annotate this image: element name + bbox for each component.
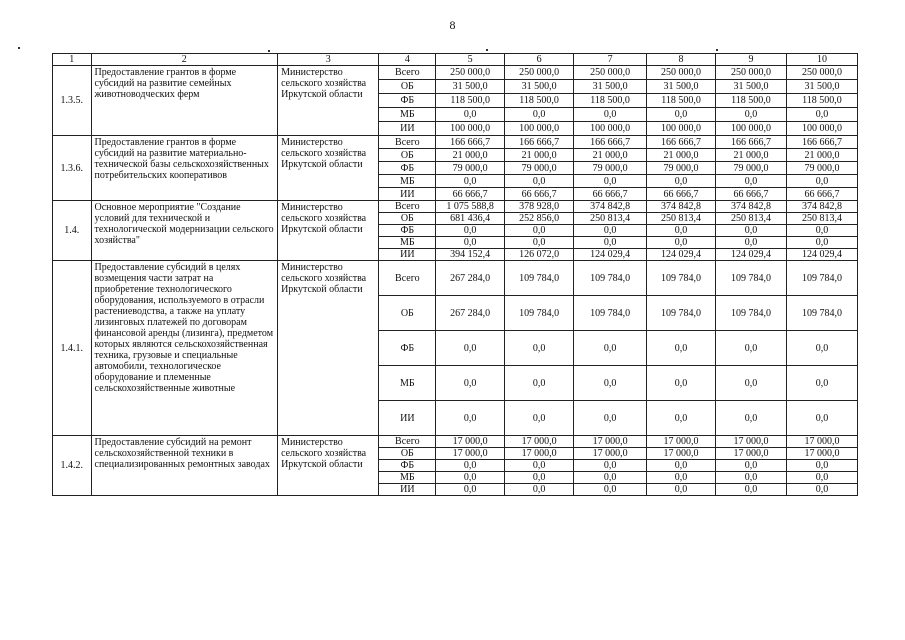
amount-cell: 0,0 xyxy=(786,366,857,401)
amount-cell: 0,0 xyxy=(436,175,505,188)
budget-table-wrapper xyxy=(52,53,858,496)
amount-cell: 31 500,0 xyxy=(786,80,857,94)
amount-cell: 109 784,0 xyxy=(647,296,716,331)
funding-source: ФБ xyxy=(379,94,436,108)
amount-cell: 126 072,0 xyxy=(505,249,574,261)
page-number: 8 xyxy=(449,18,456,32)
amount-cell: 0,0 xyxy=(716,472,787,484)
amount-cell: 250 813,4 xyxy=(647,213,716,225)
amount-cell: 0,0 xyxy=(436,225,505,237)
amount-cell: 79 000,0 xyxy=(505,162,574,175)
amount-cell: 0,0 xyxy=(436,108,505,122)
amount-cell: 0,0 xyxy=(574,331,647,366)
amount-cell: 21 000,0 xyxy=(786,149,857,162)
amount-cell: 0,0 xyxy=(716,175,787,188)
amount-cell: 100 000,0 xyxy=(505,122,574,136)
amount-cell: 109 784,0 xyxy=(505,296,574,331)
amount-cell: 0,0 xyxy=(574,175,647,188)
amount-cell: 100 000,0 xyxy=(786,122,857,136)
scan-speck xyxy=(716,49,718,51)
column-number: 3 xyxy=(278,54,379,66)
responsible-agency: Министерство сельского хозяйства Иркутской области xyxy=(278,436,379,496)
amount-cell: 0,0 xyxy=(574,237,647,249)
amount-cell: 250 000,0 xyxy=(436,66,505,80)
amount-cell: 17 000,0 xyxy=(716,448,787,460)
amount-cell: 0,0 xyxy=(786,331,857,366)
responsible-agency: Министерство сельского хозяйства Иркутской области xyxy=(278,136,379,201)
funding-source: ФБ xyxy=(379,331,436,366)
amount-cell: 0,0 xyxy=(574,401,647,436)
amount-cell: 250 000,0 xyxy=(647,66,716,80)
amount-cell: 0,0 xyxy=(786,237,857,249)
amount-cell: 250 000,0 xyxy=(505,66,574,80)
amount-cell: 21 000,0 xyxy=(647,149,716,162)
amount-cell: 0,0 xyxy=(716,237,787,249)
amount-cell: 17 000,0 xyxy=(716,436,787,448)
amount-cell: 79 000,0 xyxy=(716,162,787,175)
funding-source: МБ xyxy=(379,237,436,249)
funding-source: ОБ xyxy=(379,213,436,225)
funding-source: МБ xyxy=(379,366,436,401)
column-number: 5 xyxy=(436,54,505,66)
amount-cell: 66 666,7 xyxy=(574,188,647,201)
amount-cell: 250 000,0 xyxy=(716,66,787,80)
amount-cell: 250 000,0 xyxy=(574,66,647,80)
scan-speck xyxy=(486,49,488,51)
amount-cell: 0,0 xyxy=(505,401,574,436)
amount-cell: 124 029,4 xyxy=(716,249,787,261)
amount-cell: 0,0 xyxy=(436,401,505,436)
amount-cell: 0,0 xyxy=(505,331,574,366)
amount-cell: 0,0 xyxy=(574,484,647,496)
item-description: Предоставление грантов в форме субсидий на развитие материально-технической базы сельскохозяйственных потребительских кооперативов xyxy=(91,136,278,201)
amount-cell: 252 856,0 xyxy=(505,213,574,225)
amount-cell: 0,0 xyxy=(505,175,574,188)
column-number: 2 xyxy=(91,54,278,66)
amount-cell: 0,0 xyxy=(716,401,787,436)
funding-source: ОБ xyxy=(379,149,436,162)
amount-cell: 124 029,4 xyxy=(574,249,647,261)
amount-cell: 250 000,0 xyxy=(786,66,857,80)
amount-cell: 267 284,0 xyxy=(436,296,505,331)
amount-cell: 378 928,0 xyxy=(505,201,574,213)
amount-cell: 109 784,0 xyxy=(574,261,647,296)
funding-source: ИИ xyxy=(379,188,436,201)
amount-cell: 0,0 xyxy=(647,401,716,436)
amount-cell: 109 784,0 xyxy=(786,296,857,331)
column-number: 8 xyxy=(647,54,716,66)
amount-cell: 0,0 xyxy=(574,366,647,401)
amount-cell: 0,0 xyxy=(716,460,787,472)
item-code: 1.4.2. xyxy=(53,436,92,496)
item-description: Предоставление субсидий в целях возмещения части затрат на приобретение технологического оборудования, используемого в отрасли растениеводства, а также на уплату лизинговых платежей по договорам финансовой аренды (лизинга), предметом которых являются сельскохозяйственная техника, грузовые и специальные автомобили, технологическое оборудование и племенные сельскохозяйственные животные xyxy=(91,261,278,436)
amount-cell: 0,0 xyxy=(574,472,647,484)
amount-cell: 374 842,8 xyxy=(786,201,857,213)
amount-cell: 0,0 xyxy=(647,331,716,366)
amount-cell: 166 666,7 xyxy=(436,136,505,149)
amount-cell: 0,0 xyxy=(786,484,857,496)
table-row xyxy=(53,136,858,149)
funding-source: ФБ xyxy=(379,460,436,472)
amount-cell: 21 000,0 xyxy=(505,149,574,162)
item-description: Основное мероприятие "Создание условий для технической и технологической модернизации сельского хозяйства" xyxy=(91,201,278,261)
amount-cell: 17 000,0 xyxy=(647,448,716,460)
amount-cell: 31 500,0 xyxy=(716,80,787,94)
funding-source: Всего xyxy=(379,201,436,213)
amount-cell: 681 436,4 xyxy=(436,213,505,225)
amount-cell: 0,0 xyxy=(716,366,787,401)
funding-source: Всего xyxy=(379,261,436,296)
funding-source: ИИ xyxy=(379,122,436,136)
table-row xyxy=(53,201,858,213)
amount-cell: 66 666,7 xyxy=(436,188,505,201)
amount-cell: 374 842,8 xyxy=(716,201,787,213)
amount-cell: 118 500,0 xyxy=(647,94,716,108)
amount-cell: 31 500,0 xyxy=(505,80,574,94)
amount-cell: 374 842,8 xyxy=(647,201,716,213)
amount-cell: 0,0 xyxy=(786,401,857,436)
amount-cell: 124 029,4 xyxy=(647,249,716,261)
amount-cell: 0,0 xyxy=(647,175,716,188)
amount-cell: 109 784,0 xyxy=(786,261,857,296)
amount-cell: 66 666,7 xyxy=(716,188,787,201)
amount-cell: 17 000,0 xyxy=(436,436,505,448)
amount-cell: 0,0 xyxy=(505,366,574,401)
funding-source: ФБ xyxy=(379,225,436,237)
amount-cell: 100 000,0 xyxy=(574,122,647,136)
amount-cell: 0,0 xyxy=(574,460,647,472)
amount-cell: 109 784,0 xyxy=(716,261,787,296)
amount-cell: 21 000,0 xyxy=(716,149,787,162)
amount-cell: 66 666,7 xyxy=(786,188,857,201)
amount-cell: 118 500,0 xyxy=(716,94,787,108)
amount-cell: 31 500,0 xyxy=(647,80,716,94)
amount-cell: 100 000,0 xyxy=(436,122,505,136)
item-description: Предоставление субсидий на ремонт сельскохозяйственной техники в специализированных ремонтных заводах xyxy=(91,436,278,496)
amount-cell: 17 000,0 xyxy=(574,436,647,448)
amount-cell: 0,0 xyxy=(716,225,787,237)
amount-cell: 17 000,0 xyxy=(505,436,574,448)
column-number: 9 xyxy=(716,54,787,66)
amount-cell: 0,0 xyxy=(574,108,647,122)
amount-cell: 0,0 xyxy=(574,225,647,237)
amount-cell: 166 666,7 xyxy=(574,136,647,149)
table-row xyxy=(53,66,858,80)
amount-cell: 166 666,7 xyxy=(505,136,574,149)
funding-source: ИИ xyxy=(379,484,436,496)
amount-cell: 0,0 xyxy=(505,108,574,122)
amount-cell: 124 029,4 xyxy=(786,249,857,261)
amount-cell: 79 000,0 xyxy=(574,162,647,175)
item-code: 1.3.5. xyxy=(53,66,92,136)
amount-cell: 17 000,0 xyxy=(574,448,647,460)
amount-cell: 0,0 xyxy=(716,108,787,122)
column-number: 1 xyxy=(53,54,92,66)
table-row xyxy=(53,261,858,296)
amount-cell: 0,0 xyxy=(647,484,716,496)
funding-source: ФБ xyxy=(379,162,436,175)
amount-cell: 118 500,0 xyxy=(786,94,857,108)
amount-cell: 17 000,0 xyxy=(505,448,574,460)
item-code: 1.3.6. xyxy=(53,136,92,201)
responsible-agency: Министерство сельского хозяйства Иркутской области xyxy=(278,66,379,136)
amount-cell: 0,0 xyxy=(647,472,716,484)
amount-cell: 0,0 xyxy=(647,225,716,237)
funding-source: ОБ xyxy=(379,80,436,94)
amount-cell: 0,0 xyxy=(647,237,716,249)
amount-cell: 79 000,0 xyxy=(647,162,716,175)
item-code: 1.4. xyxy=(53,201,92,261)
amount-cell: 0,0 xyxy=(716,484,787,496)
amount-cell: 31 500,0 xyxy=(574,80,647,94)
amount-cell: 250 813,4 xyxy=(786,213,857,225)
funding-source: Всего xyxy=(379,136,436,149)
amount-cell: 0,0 xyxy=(436,237,505,249)
amount-cell: 21 000,0 xyxy=(436,149,505,162)
amount-cell: 109 784,0 xyxy=(505,261,574,296)
amount-cell: 250 813,4 xyxy=(574,213,647,225)
amount-cell: 17 000,0 xyxy=(786,436,857,448)
amount-cell: 100 000,0 xyxy=(647,122,716,136)
amount-cell: 109 784,0 xyxy=(716,296,787,331)
amount-cell: 374 842,8 xyxy=(574,201,647,213)
amount-cell: 0,0 xyxy=(505,484,574,496)
amount-cell: 0,0 xyxy=(505,237,574,249)
responsible-agency: Министерство сельского хозяйства Иркутской области xyxy=(278,261,379,436)
item-code: 1.4.1. xyxy=(53,261,92,436)
column-number: 7 xyxy=(574,54,647,66)
amount-cell: 166 666,7 xyxy=(786,136,857,149)
funding-source: Всего xyxy=(379,436,436,448)
amount-cell: 17 000,0 xyxy=(647,436,716,448)
amount-cell: 0,0 xyxy=(505,460,574,472)
funding-source: МБ xyxy=(379,108,436,122)
funding-source: МБ xyxy=(379,175,436,188)
amount-cell: 17 000,0 xyxy=(436,448,505,460)
amount-cell: 166 666,7 xyxy=(647,136,716,149)
table-row xyxy=(53,436,858,448)
column-number: 4 xyxy=(379,54,436,66)
funding-source: МБ xyxy=(379,472,436,484)
amount-cell: 31 500,0 xyxy=(436,80,505,94)
amount-cell: 0,0 xyxy=(786,108,857,122)
amount-cell: 0,0 xyxy=(786,225,857,237)
amount-cell: 109 784,0 xyxy=(574,296,647,331)
amount-cell: 0,0 xyxy=(716,331,787,366)
funding-source: ИИ xyxy=(379,249,436,261)
column-number: 6 xyxy=(505,54,574,66)
item-description: Предоставление грантов в форме субсидий на развитие семейных животноводческих ферм xyxy=(91,66,278,136)
amount-cell: 0,0 xyxy=(436,484,505,496)
amount-cell: 1 075 588,8 xyxy=(436,201,505,213)
amount-cell: 0,0 xyxy=(647,366,716,401)
amount-cell: 118 500,0 xyxy=(505,94,574,108)
funding-source: Всего xyxy=(379,66,436,80)
funding-source: ОБ xyxy=(379,448,436,460)
column-number: 10 xyxy=(786,54,857,66)
amount-cell: 0,0 xyxy=(436,366,505,401)
budget-table xyxy=(52,53,858,496)
amount-cell: 166 666,7 xyxy=(716,136,787,149)
amount-cell: 0,0 xyxy=(647,460,716,472)
scan-speck xyxy=(18,47,20,49)
amount-cell: 0,0 xyxy=(436,331,505,366)
amount-cell: 0,0 xyxy=(505,472,574,484)
amount-cell: 250 813,4 xyxy=(716,213,787,225)
amount-cell: 79 000,0 xyxy=(436,162,505,175)
funding-source: ИИ xyxy=(379,401,436,436)
amount-cell: 394 152,4 xyxy=(436,249,505,261)
amount-cell: 0,0 xyxy=(786,175,857,188)
amount-cell: 17 000,0 xyxy=(786,448,857,460)
amount-cell: 267 284,0 xyxy=(436,261,505,296)
amount-cell: 79 000,0 xyxy=(786,162,857,175)
amount-cell: 109 784,0 xyxy=(647,261,716,296)
amount-cell: 0,0 xyxy=(436,460,505,472)
responsible-agency: Министерство сельского хозяйства Иркутской области xyxy=(278,201,379,261)
amount-cell: 21 000,0 xyxy=(574,149,647,162)
amount-cell: 118 500,0 xyxy=(436,94,505,108)
amount-cell: 66 666,7 xyxy=(647,188,716,201)
funding-source: ОБ xyxy=(379,296,436,331)
amount-cell: 0,0 xyxy=(436,472,505,484)
amount-cell: 118 500,0 xyxy=(574,94,647,108)
amount-cell: 100 000,0 xyxy=(716,122,787,136)
amount-cell: 0,0 xyxy=(786,460,857,472)
amount-cell: 0,0 xyxy=(505,225,574,237)
scan-speck xyxy=(268,50,270,52)
column-number-row xyxy=(53,54,858,66)
amount-cell: 66 666,7 xyxy=(505,188,574,201)
amount-cell: 0,0 xyxy=(786,472,857,484)
amount-cell: 0,0 xyxy=(647,108,716,122)
